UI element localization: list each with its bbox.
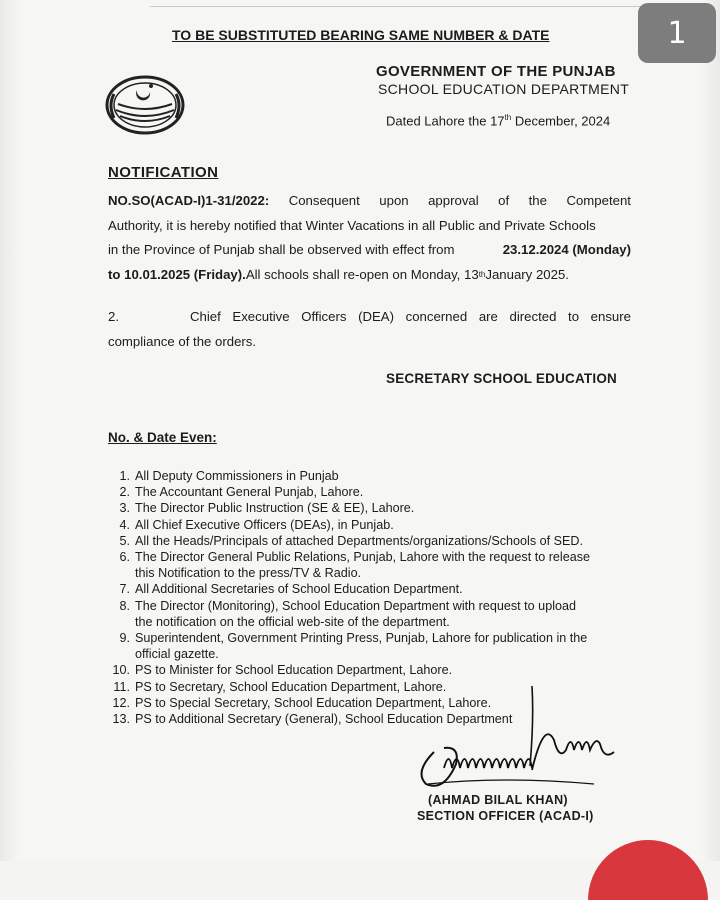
government-heading: GOVERNMENT OF THE PUNJAB xyxy=(376,63,616,80)
page-number-badge[interactable]: 1 xyxy=(638,3,716,63)
notification-paragraph-1 xyxy=(108,189,631,287)
list-item: 5. All the Heads/Principals of attached Departments/organizations/Schools of SED. xyxy=(119,533,584,548)
signatory-designation: SECTION OFFICER (ACAD-I) xyxy=(417,809,594,823)
signatory-name: (AHMAD BILAL KHAN) xyxy=(428,793,568,807)
substituted-note: TO BE SUBSTITUTED BEARING SAME NUMBER & DATE xyxy=(172,27,550,43)
list-item: 6. The Director General Public Relations, Punjab, Lahore with the request to release this Notification to the press/TV & Radio. xyxy=(119,550,591,581)
handwritten-signature xyxy=(404,680,634,795)
list-item: 10. PS to Minister for School Education Department, Lahore. xyxy=(112,663,453,678)
page-top-edge xyxy=(150,6,710,7)
list-item: 1. All Deputy Commissioners in Punjab xyxy=(119,469,339,483)
distribution-heading: No. & Date Even: xyxy=(108,430,217,445)
list-item: 13. PS to Additional Secretary (General), School Education Department xyxy=(112,712,513,727)
list-item: 11. PS to Secretary, School Education Department, Lahore. xyxy=(113,679,447,694)
para1-line-4: to 10.01.2025 (Friday). All schools shall re-open on Monday, 13 th January 2025. xyxy=(108,266,569,282)
list-item: 7. All Additional Secretaries of School Education Department. xyxy=(119,582,463,597)
notification-paragraph-2 xyxy=(108,305,631,354)
government-punjab-emblem-icon xyxy=(104,74,186,136)
secretary-signoff: SECRETARY SCHOOL EDUCATION xyxy=(386,371,617,386)
list-item: 9. Superintendent, Government Printing Press, Punjab, Lahore for publication in the official gazette. xyxy=(119,631,588,662)
list-item: 4. All Chief Executive Officers (DEAs), in Punjab. xyxy=(119,517,394,532)
notification-title: NOTIFICATION xyxy=(108,164,219,181)
para2-line-1: 2. Chief Executive Officers (DEA) concerned are directed to ensure xyxy=(108,309,631,324)
department-heading: SCHOOL EDUCATION DEPARTMENT xyxy=(378,81,630,97)
list-item: 8. The Director (Monitoring), School Education Department with request to upload the notification on the official web-site of the department. xyxy=(119,598,577,629)
list-item: 2. The Accountant General Punjab, Lahore. xyxy=(119,485,364,500)
para1-line-3: in the Province of Punjab shall be observed with effect from 23.12.2024 (Monday) xyxy=(108,242,631,257)
list-item: 12. PS to Special Secretary, School Education Department, Lahore. xyxy=(112,695,492,710)
para1-line-1: NO.SO(ACAD-I)1-31/2022: Consequent upon approval of the Competent xyxy=(108,193,631,208)
para1-line-2: Authority, it is hereby notified that Winter Vacations in all Public and Private Schools xyxy=(108,217,596,233)
date-line: Dated Lahore the 17th December, 2024 xyxy=(386,113,611,129)
para2-line-2: compliance of the orders. xyxy=(108,333,257,349)
list-item: 3. The Director Public Instruction (SE & EE), Lahore. xyxy=(119,501,415,516)
